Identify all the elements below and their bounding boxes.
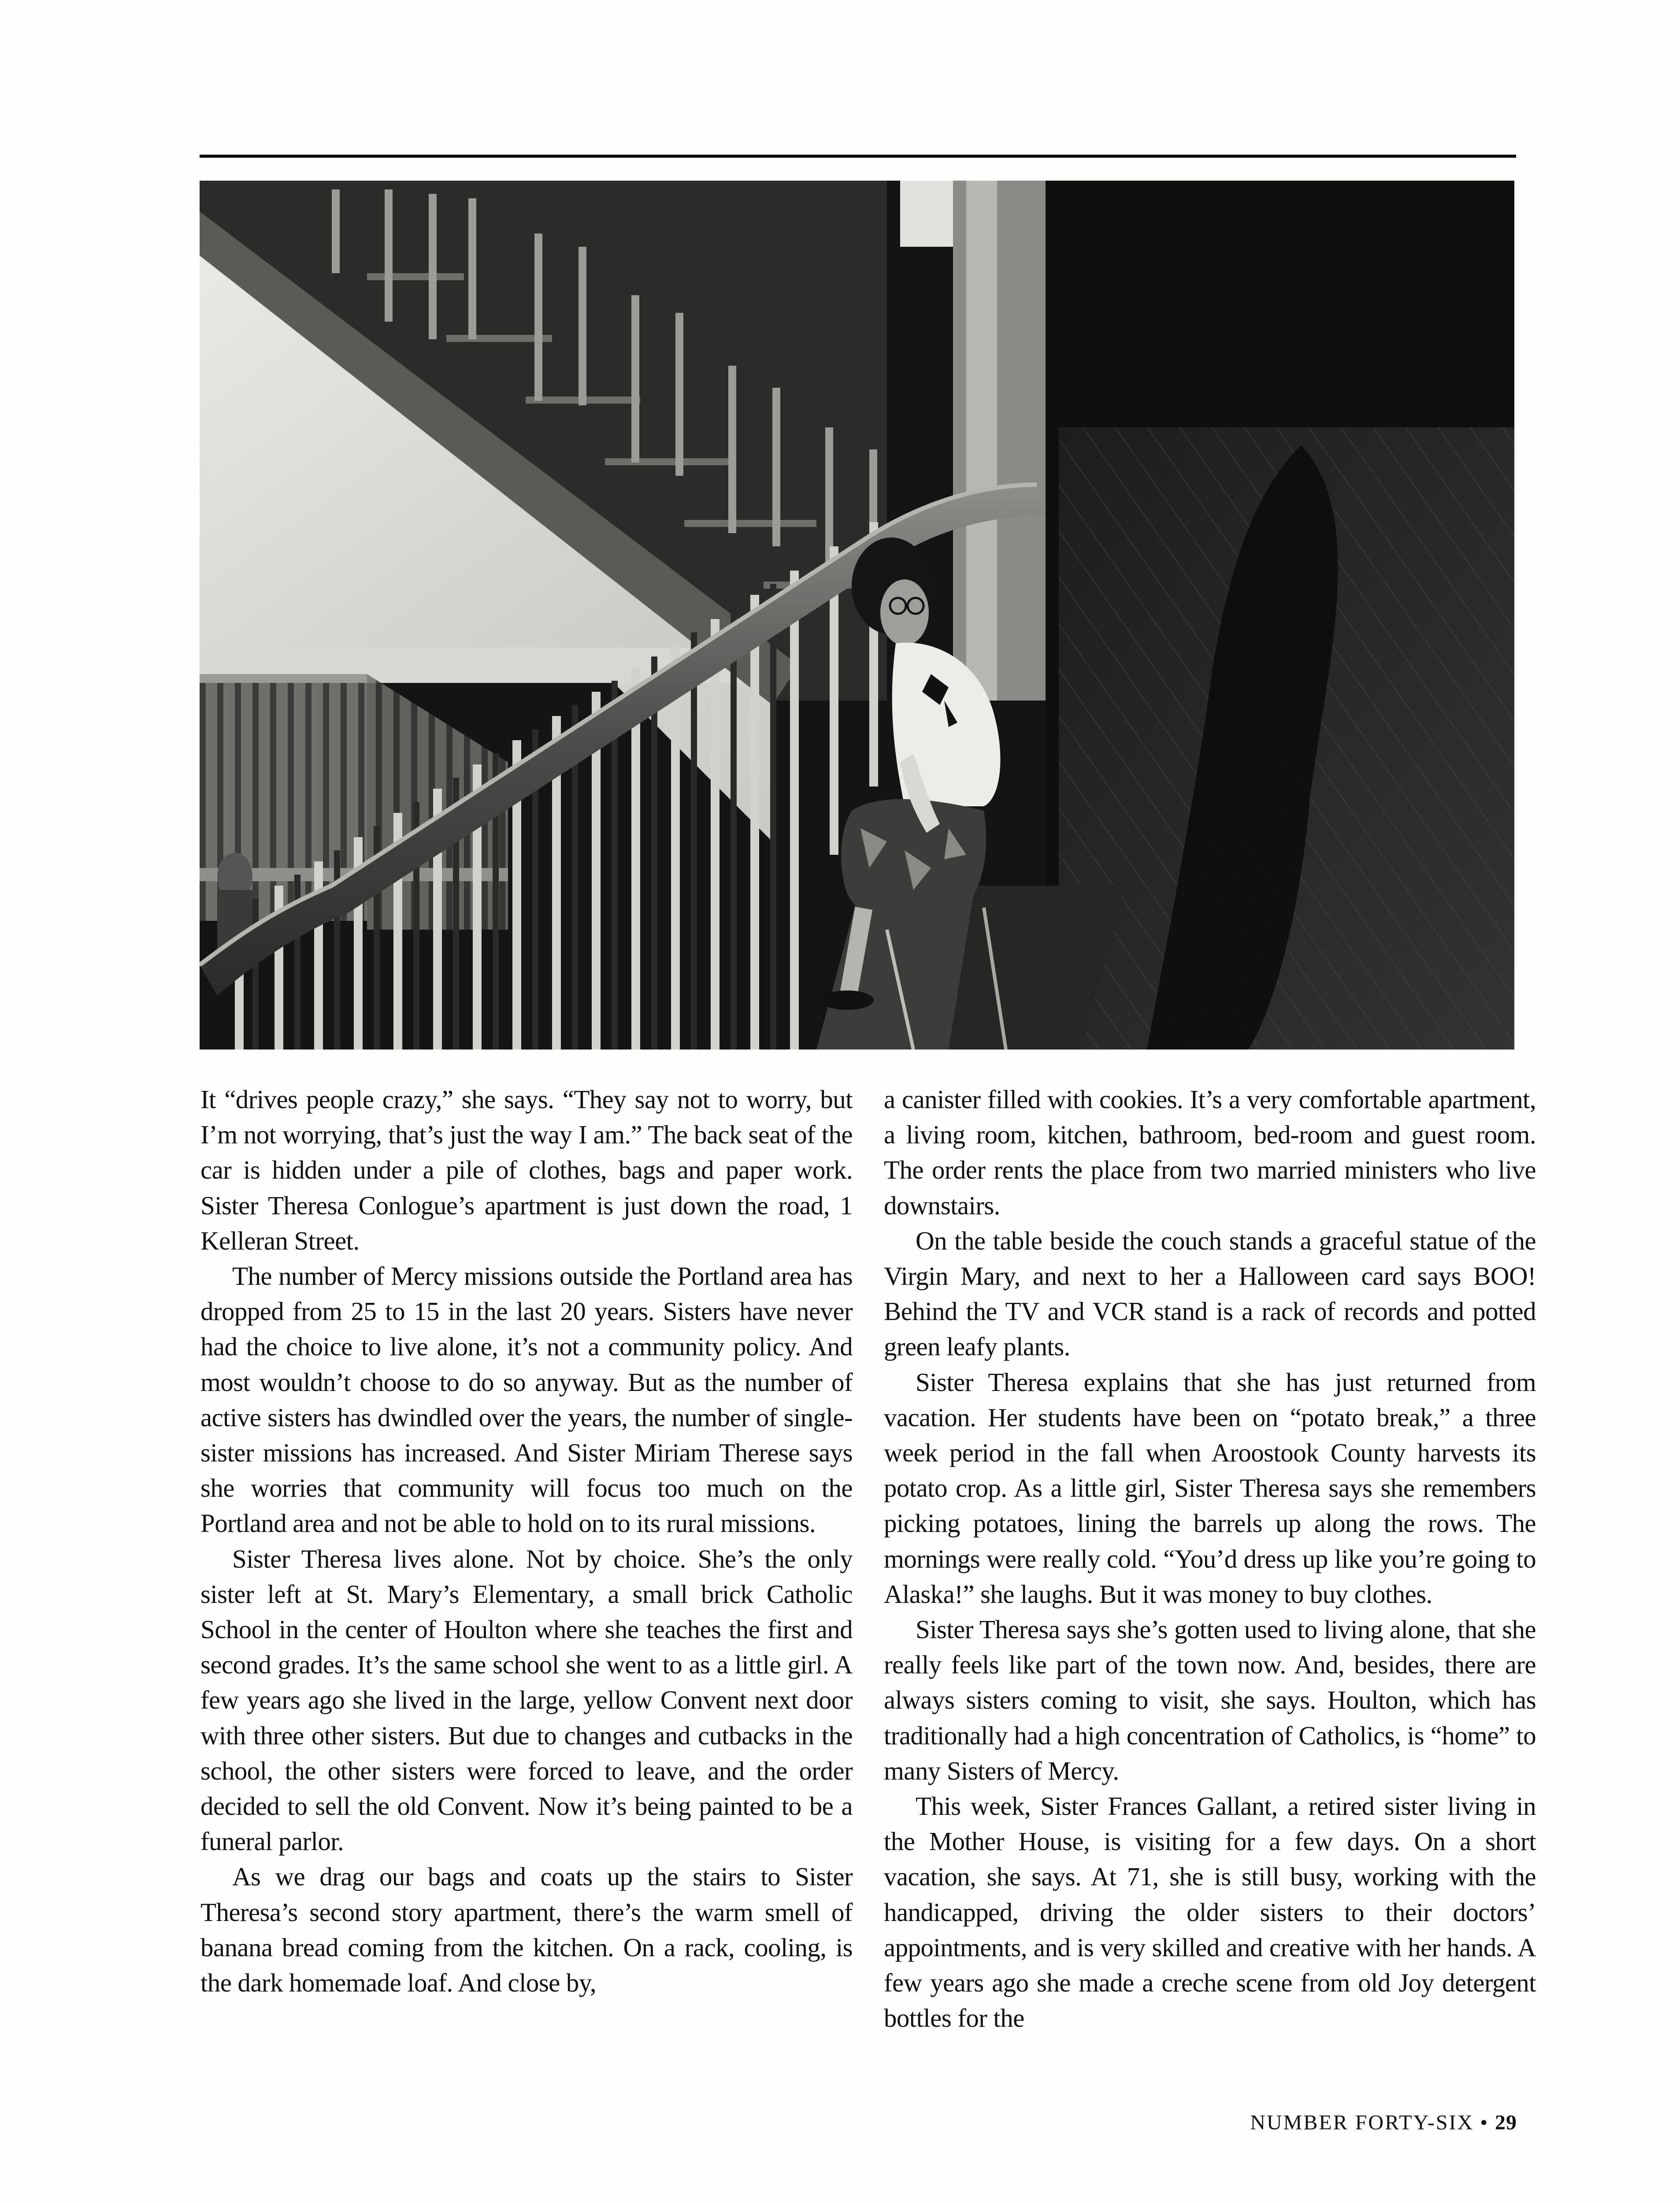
paragraph: As we drag our bags and coats up the stairs to Sister Theresa’s second story apartment, there’s the warm smell of banana bread coming from the kitchen. On a rack, cooling, is the dark homemade loaf. And close by, [200,1862,853,1998]
paragraph: a canister filled with cookies. It’s a very comfortable apartment, a living room, kitchen, bathroom, bed-room and guest room. The order rents the place from two married ministers who live downstairs. [884,1085,1536,1220]
staircase-photo [200,181,1514,1050]
paragraph: On the table beside the couch stands a graceful statue of the Virgin Mary, and next to her a Halloween card says BOO! Behind the TV and VCR stand is a rack of records and potted green leafy plants. [884,1226,1536,1361]
paragraph: It “drives people crazy,” she says. “They say not to worry, but I’m not worrying, that’s just the way I am.” The back seat of the car is hidden under a pile of clothes, bags and paper work. Sister Theresa Conlogue’s apartment is just down the road, 1 Kelleran Street. [200,1085,853,1255]
paragraph: This week, Sister Frances Gallant, a retired sister living in the Mother House, is visiting for a few days. On a short vacation, she says. At 71, she is still busy, working with the handicapped, driving the older sisters to their doctors’ appointments, and is very skilled and creative with her hands. A few years ago she made a creche scene from old Joy detergent bottles for the [884,1791,1536,2033]
page-footer [1146,2110,1517,2135]
article-column-right [884,1082,1536,2036]
issue-label: NUMBER FORTY-SIX [1250,2111,1474,2134]
page-number: 29 [1495,2111,1517,2134]
paragraph: The number of Mercy missions outside the Portland area has dropped from 25 to 15 in the last 20 years. Sisters have never had the choice to live alone, it’s not a community policy. And most wouldn’t choose to do so anyway. But as the number of active sisters has dwindled over the years, the number of single-sister missions has increased. And Sister Miriam Therese says she worries that community will focus too much on the Portland area and not be able to hold on to its rural missions. [200,1261,853,1538]
top-rule [200,155,1516,158]
paragraph: Sister Theresa lives alone. Not by choice. She’s the only sister left at St. Mary’s Elementary, a small brick Catholic School in the center of Houlton where she teaches the first and second grades. It’s the same school she went to as a little girl. A few years ago she lived in the large, yellow Convent next door with three other sisters. But due to changes and cutbacks in the school, the other sisters were forced to leave, and the order decided to sell the old Convent. Now it’s being painted to be a funeral parlor. [200,1544,853,1856]
bullet-separator-icon: • [1480,2111,1489,2134]
paragraph: Sister Theresa says she’s gotten used to living alone, that she really feels like part of the town now. And, besides, there are always sisters coming to visit, she says. Houlton, which has traditionally had a high concentration of Catholics, is “home” to many Sisters of Mercy. [884,1615,1536,1785]
photo-staircase-icon [200,181,1514,1050]
article-column-left [200,1082,853,2000]
paragraph: Sister Theresa explains that she has just returned from vacation. Her students have been on “potato break,” a three week period in the fall when Aroostook County harvests its potato crop. As a little girl, Sister Theresa says she remembers picking potatoes, lining the barrels up along the rows. The mornings were really cold. “You’d dress up like you’re going to Alaska!” she laughs. But it was money to buy clothes. [884,1367,1536,1609]
